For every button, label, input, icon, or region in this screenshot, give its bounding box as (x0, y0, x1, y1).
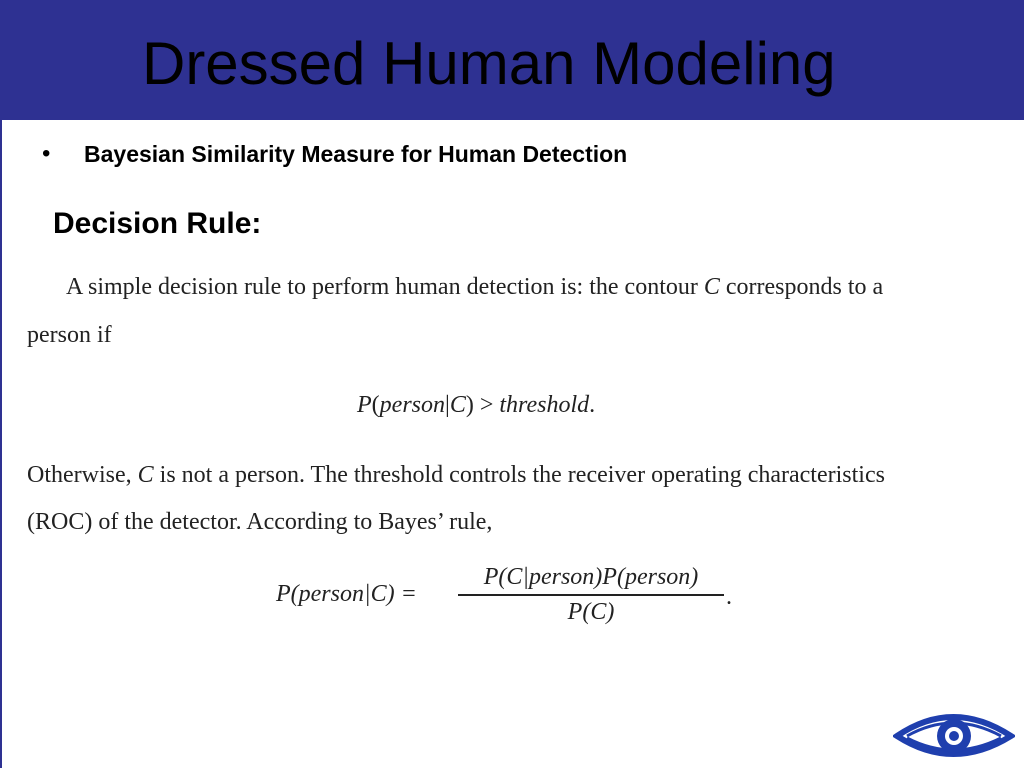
contour-variable: C (703, 274, 720, 300)
eq1-person: person (379, 392, 446, 418)
eye-logo-icon (893, 706, 1015, 768)
bullet-dot-icon: • (42, 140, 51, 167)
paragraph-1-text-a: A simple decision rule to perform human detection is: the contour (66, 274, 704, 300)
paragraph-2-text-b: is not a person. The threshold controls the receiver operating characteristics (153, 462, 885, 488)
left-border-line (0, 120, 2, 768)
equation-threshold-rule (357, 388, 595, 422)
paragraph-1-line-2: person if (27, 322, 112, 348)
header-bar (0, 0, 1024, 120)
eq1-p: P (357, 392, 372, 418)
eq1-c: C (449, 392, 466, 418)
paragraph-1-line-1 (66, 270, 883, 304)
paragraph-2-text-a: Otherwise, (27, 462, 138, 488)
eq1-gt: > (473, 392, 500, 418)
eq1-close-paren: ) (465, 392, 474, 418)
paragraph-2-line-2: (ROC) of the detector. According to Bayes’ rule, (27, 509, 493, 535)
slide-title: Dressed Human Modeling (142, 30, 836, 97)
eq2-numerator: P(C|person)P(person) (483, 564, 699, 590)
eq1-threshold: threshold (499, 392, 590, 418)
paragraph-2-line-1 (27, 458, 885, 492)
paragraph-1-text-b: corresponds to a (719, 274, 884, 300)
eq2-denominator: P(C) (567, 599, 615, 625)
eq2-lhs: P(person|C) = (276, 581, 417, 607)
eq1-open-paren: ( (371, 392, 380, 418)
contour-variable-2: C (137, 462, 154, 488)
bullet-text: Bayesian Similarity Measure for Human Detection (84, 141, 628, 167)
eq1-period: . (589, 392, 596, 418)
eq2-period: . (726, 584, 732, 610)
section-heading: Decision Rule: (53, 207, 262, 240)
eq1-bar: | (445, 392, 450, 418)
